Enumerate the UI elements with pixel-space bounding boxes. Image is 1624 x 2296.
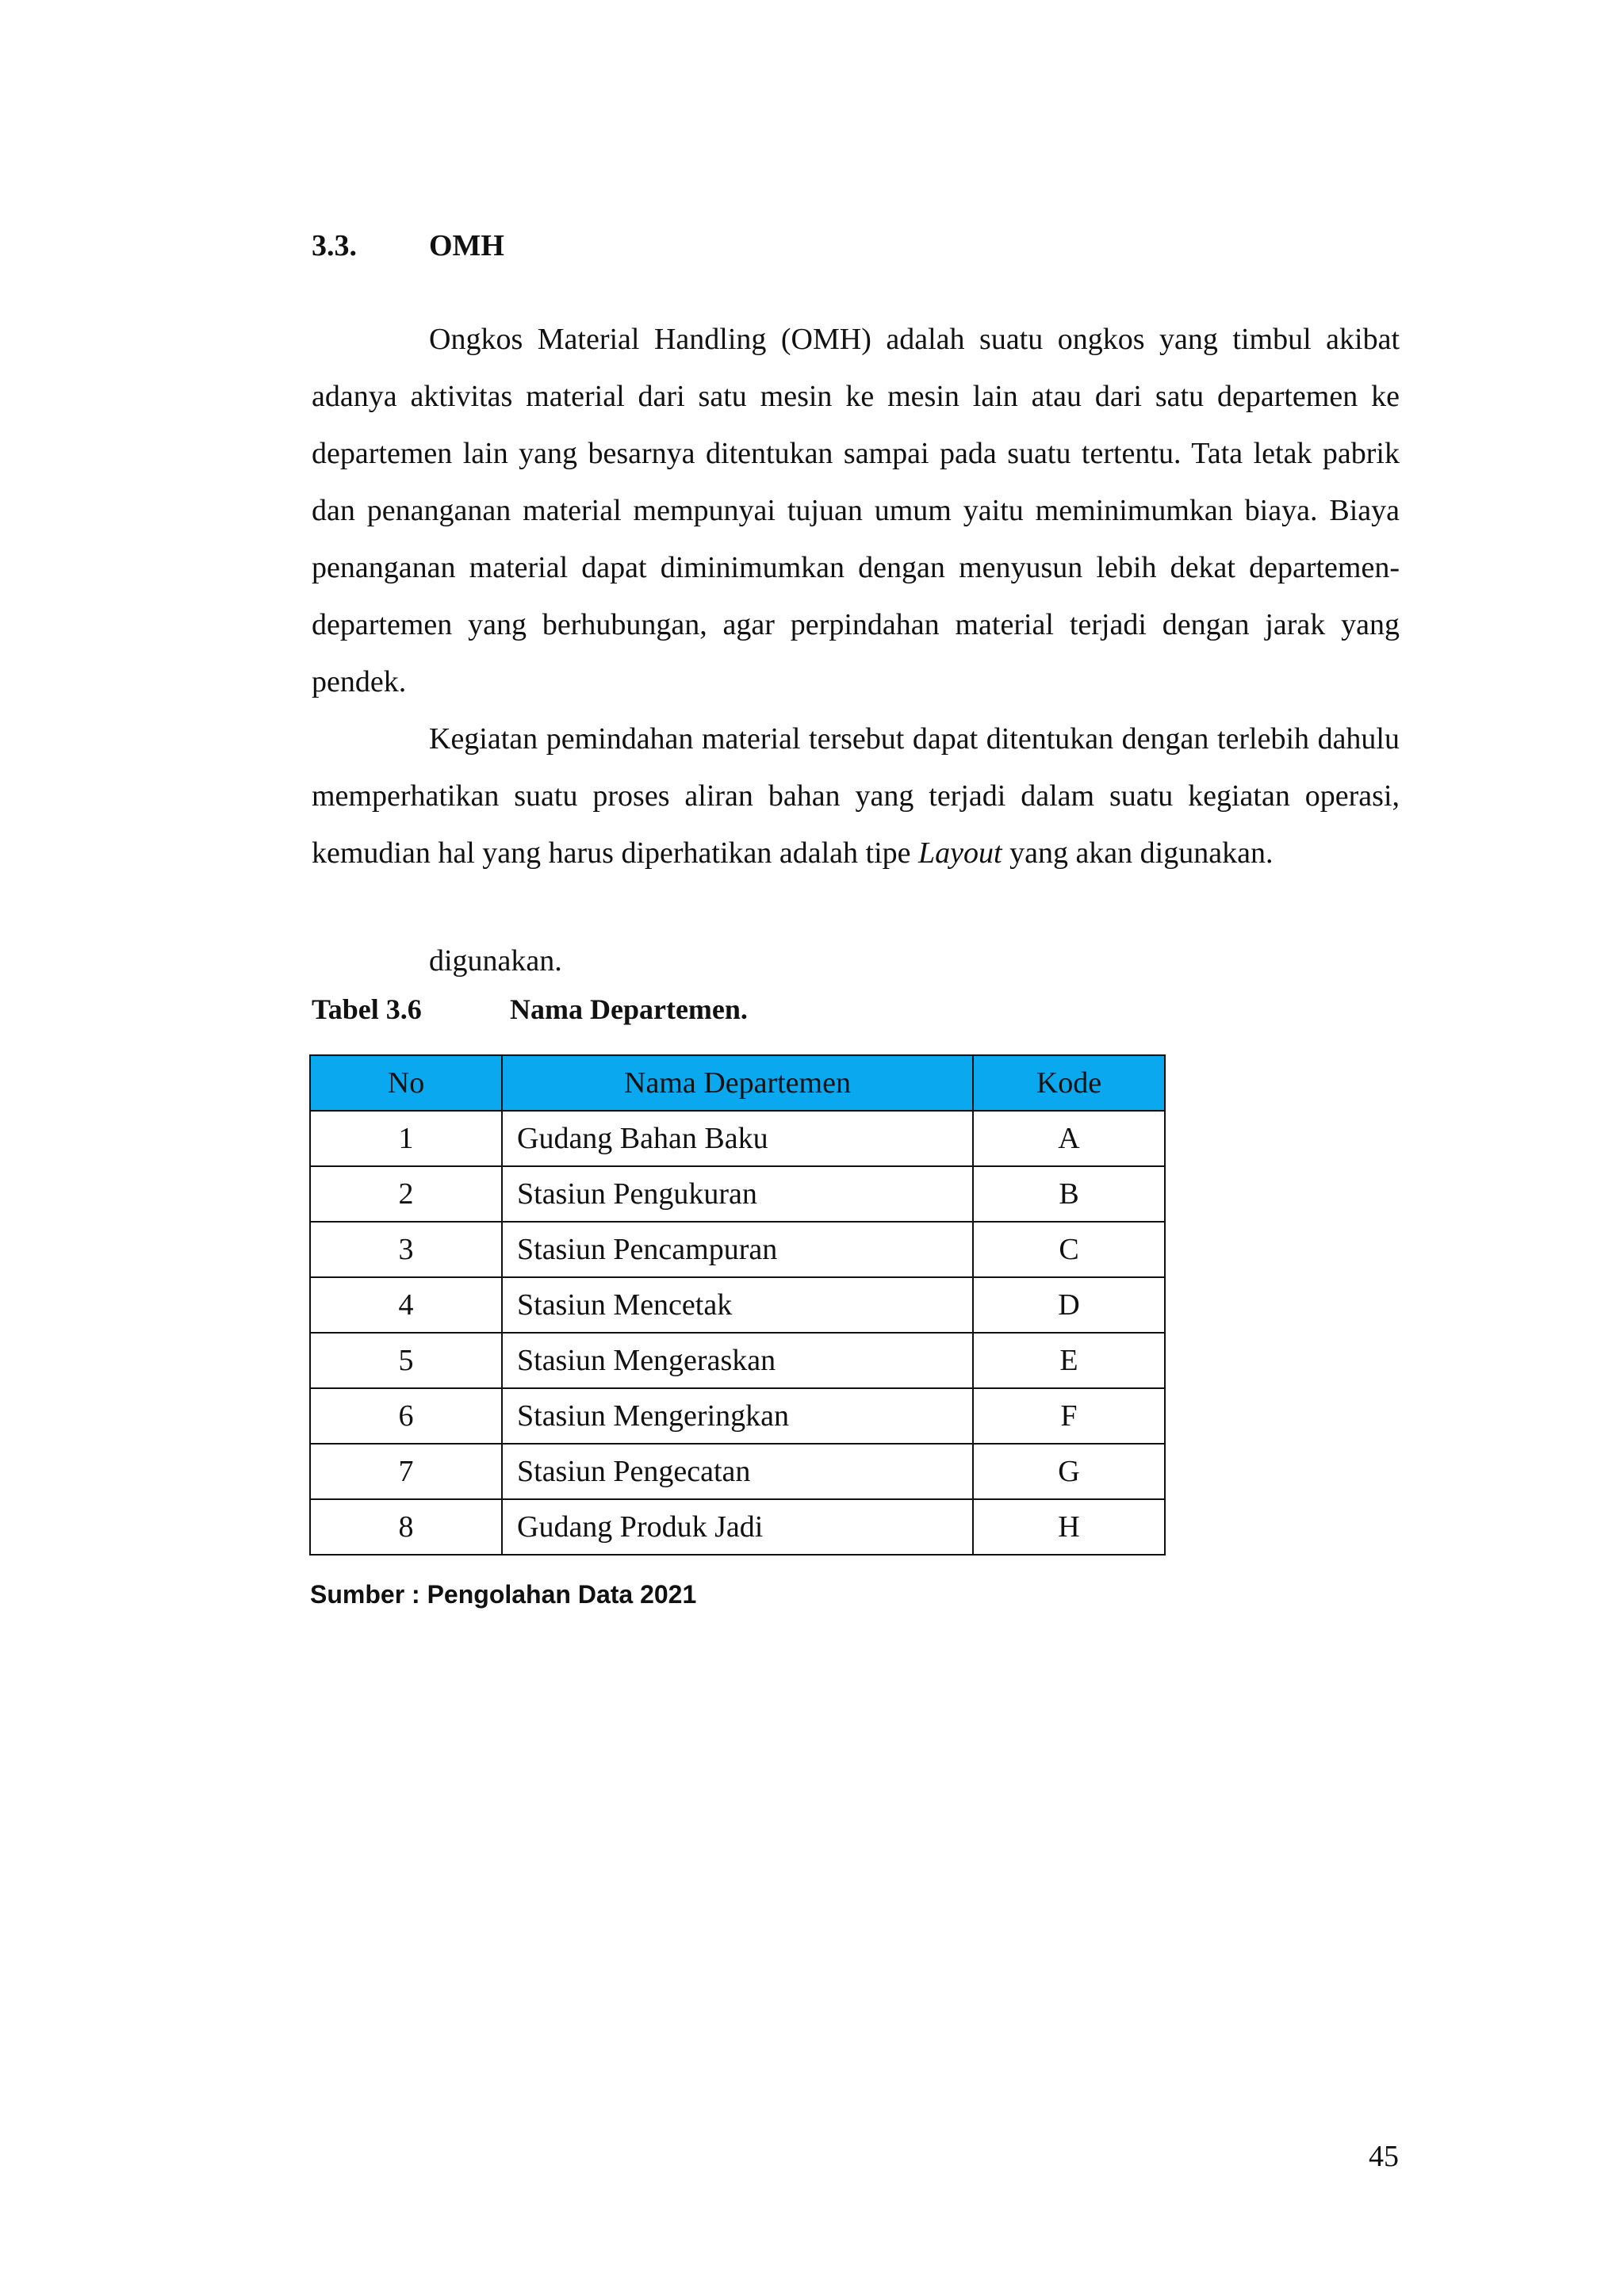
cell-name: Stasiun Mencetak (502, 1277, 973, 1333)
cell-code: E (973, 1333, 1165, 1388)
header-name: Nama Departemen (502, 1055, 973, 1111)
table-caption-number: Tabel 3.6 (312, 993, 422, 1025)
table-header-row (310, 1055, 1165, 1111)
cell-name: Stasiun Pengukuran (502, 1166, 973, 1222)
cell-no: 8 (310, 1499, 502, 1555)
cell-code: C (973, 1222, 1165, 1277)
table-caption-title: Nama Departemen. (510, 993, 748, 1025)
cell-code: F (973, 1388, 1165, 1444)
section-heading (312, 228, 504, 263)
header-no: No (310, 1055, 502, 1111)
table-caption (312, 993, 748, 1026)
table-row (310, 1222, 1165, 1277)
table-row (310, 1388, 1165, 1444)
cell-name: Stasiun Pencampuran (502, 1222, 973, 1277)
cell-code: A (973, 1111, 1165, 1166)
cell-no: 5 (310, 1333, 502, 1388)
cell-name: Gudang Produk Jadi (502, 1499, 973, 1555)
paragraph-2-italic-term: Layout (918, 836, 1002, 870)
table-row (310, 1111, 1165, 1166)
paragraph-2-text-end: yang akan digunakan. (1002, 836, 1274, 870)
cell-no: 3 (310, 1222, 502, 1277)
body-text (312, 311, 1400, 882)
table-row (310, 1166, 1165, 1222)
paragraph-2 (312, 710, 1400, 882)
cell-code: B (973, 1166, 1165, 1222)
paragraph-2-text-start: Kegiatan pemindahan material tersebut dapat ditentukan dengan terlebih dahulu memperhatikan suatu proses aliran bahan yang terjadi dalam suatu kegiatan operasi, kemudian hal yang harus diperhatikan adalah tipe (312, 722, 1400, 870)
cell-name: Stasiun Mengeringkan (502, 1388, 973, 1444)
cell-no: 7 (310, 1444, 502, 1499)
paragraph-1: Ongkos Material Handling (OMH) adalah suatu ongkos yang timbul akibat adanya aktivitas material dari satu mesin ke mesin lain atau dari satu departemen ke departemen lain yang besarnya ditentukan sampai pada suatu tertentu. Tata letak pabrik dan penanganan material mempunyai tujuan umum yaitu meminimumkan biaya. Biaya penanganan material dapat diminimumkan dengan menyusun lebih dekat departemen-departemen yang berhubungan, agar perpindahan material terjadi dengan jarak yang pendek. (312, 323, 1400, 698)
cell-name: Stasiun Pengecatan (502, 1444, 973, 1499)
page-number: 45 (1369, 2140, 1399, 2173)
table-row (310, 1444, 1165, 1499)
cell-no: 2 (310, 1166, 502, 1222)
department-table (309, 1054, 1166, 1556)
table-row (310, 1499, 1165, 1555)
table-row (310, 1333, 1165, 1388)
cell-no: 1 (310, 1111, 502, 1166)
table-source-note: Sumber : Pengolahan Data 2021 (310, 1580, 697, 1609)
section-title: OMH (429, 229, 504, 262)
cell-code: D (973, 1277, 1165, 1333)
table-row (310, 1277, 1165, 1333)
section-number: 3.3. (312, 229, 357, 262)
stray-text-line: digunakan. (429, 944, 562, 978)
cell-name: Stasiun Mengeraskan (502, 1333, 973, 1388)
cell-no: 4 (310, 1277, 502, 1333)
cell-code: H (973, 1499, 1165, 1555)
cell-no: 6 (310, 1388, 502, 1444)
cell-name: Gudang Bahan Baku (502, 1111, 973, 1166)
cell-code: G (973, 1444, 1165, 1499)
header-code: Kode (973, 1055, 1165, 1111)
